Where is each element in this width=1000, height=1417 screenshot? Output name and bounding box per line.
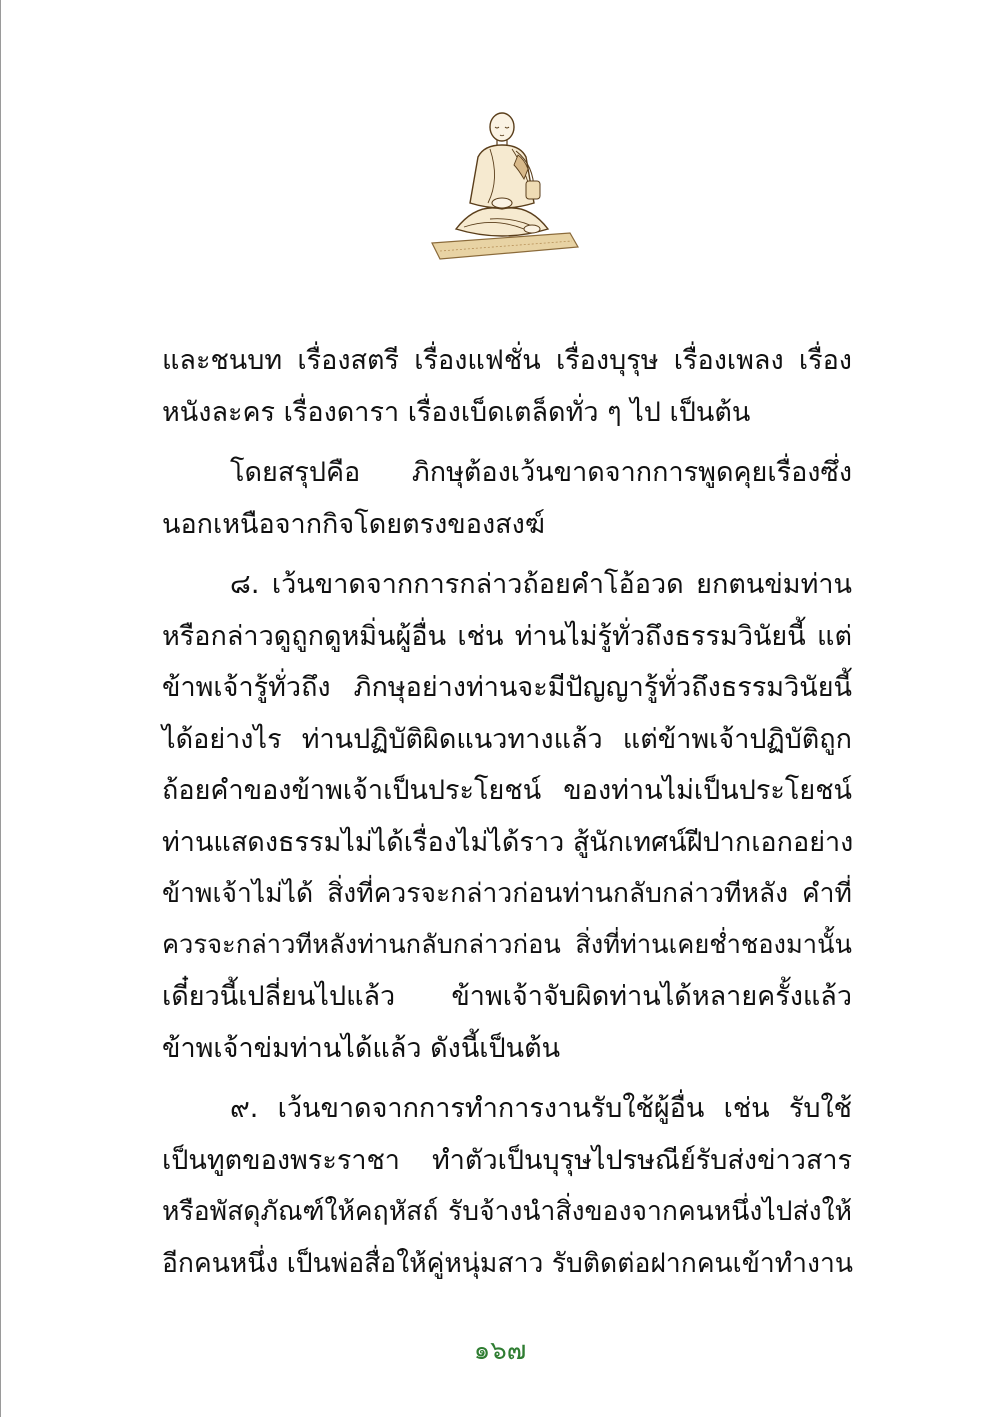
- text-line: โดยสรุปคือ ภิกษุต้องเว้นขาดจากการพูดคุยเรื่องซึ่ง: [230, 457, 852, 488]
- text-line: ข้าพเจ้ารู้ทั่วถึง ภิกษุอย่างท่านจะมีปัญญารู้ทั่วถึงธรรมวินัยนี้: [162, 672, 852, 703]
- text-line: ๙. เว้นขาดจากการทำการงานรับใช้ผู้อื่น เช่น รับใช้: [230, 1093, 852, 1124]
- paragraph-3: [162, 559, 852, 1074]
- paragraph-1: [162, 335, 852, 438]
- text-line: หรือพัสดุภัณฑ์ให้คฤหัสถ์ รับจ้างนำสิ่งของจากคนหนึ่งไปส่งให้: [162, 1196, 852, 1227]
- text-line: อีกคนหนึ่ง เป็นพ่อสื่อให้คู่หนุ่มสาว รับติดต่อฝากคนเข้าทำงาน: [162, 1247, 853, 1279]
- paragraph-2: [162, 447, 852, 550]
- text-line: ท่านแสดงธรรมไม่ได้เรื่องไม่ได้ราว สู้นักเทศน์ฝีปากเอกอย่าง: [162, 826, 854, 858]
- text-line: และชนบท เรื่องสตรี เรื่องแฟชั่น เรื่องบุรุษ เรื่องเพลง เรื่อง: [162, 345, 852, 376]
- text-line: ข้าพเจ้าข่มท่านได้แล้ว ดังนี้เป็นต้น: [162, 1032, 561, 1064]
- text-line: เป็นทูตของพระราชา ทำตัวเป็นบุรุษไปรษณีย์รับส่งข่าวสาร: [162, 1144, 852, 1176]
- paragraph-4: [162, 1083, 852, 1289]
- text-line: นอกเหนือจากกิจโดยตรงของสงฆ์: [162, 508, 545, 540]
- text-line: ถ้อยคำของข้าพเจ้าเป็นประโยชน์ ของท่านไม่เป็นประโยชน์: [162, 775, 852, 806]
- text-line: เดี๋ยวนี้เปลี่ยนไปแล้ว ข้าพเจ้าจับผิดท่านได้หลายครั้งแล้ว: [162, 981, 852, 1012]
- text-line: หรือกล่าวดูถูกดูหมิ่นผู้อื่น เช่น ท่านไม่รู้ทั่วถึงธรรมวินัยนี้ แต่: [162, 620, 852, 652]
- page-left-border: [0, 0, 1, 1417]
- text-line: ข้าพเจ้าไม่ได้ สิ่งที่ควรจะกล่าวก่อนท่านกลับกล่าวทีหลัง คำที่: [162, 878, 852, 909]
- document-body: [162, 335, 852, 1289]
- text-line: ควรจะกล่าวทีหลังท่านกลับกล่าวก่อน สิ่งที่ท่านเคยช่ำชองมานั้น: [162, 929, 852, 960]
- seated-monk-illustration: [420, 105, 580, 265]
- text-line: ได้อย่างไร ท่านปฏิบัติผิดแนวทางแล้ว แต่ข้าพเจ้าปฏิบัติถูก: [162, 723, 852, 755]
- text-line: ๘. เว้นขาดจากการกล่าวถ้อยคำโอ้อวด ยกตนข่มท่าน: [230, 569, 852, 600]
- page-number: ๑๖๗: [473, 1336, 527, 1366]
- text-line: หนังละคร เรื่องดารา เรื่องเบ็ดเตล็ดทั่ว ๆ ไป เป็นต้น: [162, 396, 751, 428]
